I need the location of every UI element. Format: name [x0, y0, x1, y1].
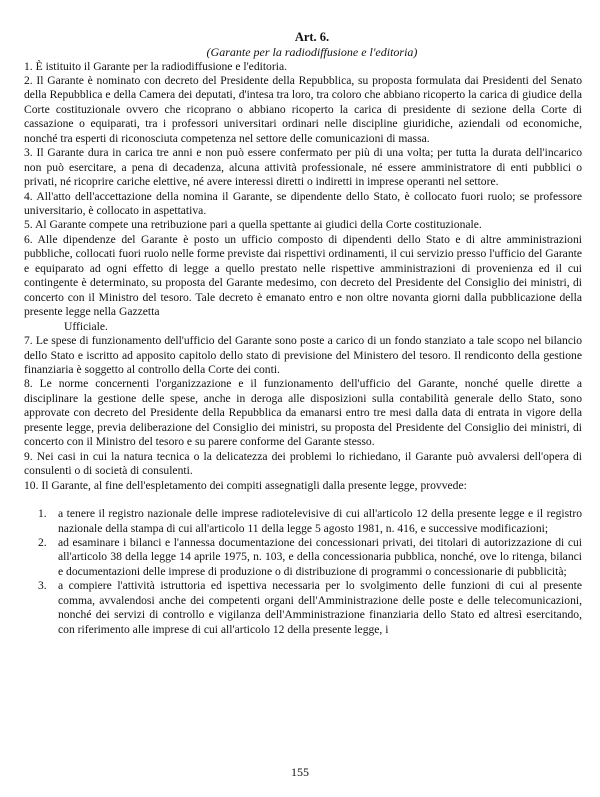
list-item-number: 3. — [38, 579, 47, 593]
list-item — [24, 536, 582, 579]
list-item-number: 2. — [38, 536, 47, 549]
paragraph-3: 3. Il Garante dura in carica tre anni e non può essere confermato per più di una volta; per tutta la durata dell'incarico non può esercitare, a pena di decadenza, alcuna attività professionale, né essere amministratore di enti pubblici o privati, né ricoprire cariche elettive, né avere interessi diretti o indiretti in imprese operanti nel settore. — [24, 146, 582, 189]
list-item-text: a tenere il registro nazionale delle imprese radiotelevisive di cui all'articolo 12 della presente legge e il registro nazionale della stampa di cui all'articolo 11 della legge 5 agosto 1981, n. 416, e successive modificazioni; — [58, 507, 582, 535]
paragraph-6: 6. Alle dipendenze del Garante è posto un ufficio composto di dipendenti dello Stato e di altre amministrazioni pubbliche, collocati fuori ruolo nelle forme previste dai rispettivi ordinamenti, il cui servizio presso l'ufficio del Garante e equiparato ad ogni effetto di legge a quello prestato nelle rispettive amministrazioni di provenienza ed il cui contingente è determinato, su proposta del Garante medesimo, con decreto del Presidente del Consiglio dei ministri, di concerto con il Ministro del tesoro. Tale decreto è emanato entro e non oltre novanta giorni dalla pubblicazione della presente legge nella Gazzetta — [24, 232, 582, 319]
document-page — [24, 30, 582, 637]
list-item-number: 1. — [38, 507, 47, 521]
paragraph-6-continuation: Ufficiale. — [64, 319, 108, 333]
paragraph-8: 8. Le norme concernenti l'organizzazione e il funzionamento dell'ufficio del Garante, nonché quelle dirette a disciplinare la gestione delle spese, anche in deroga alle disposizioni sulla contabilità generale dello Stato, sono approvate con decreto del Presidente della Repubblica da emanarsi entro tre mesi dalla data di entrata in vigore della presente legge, previa deliberazione del Consiglio dei ministri, su proposta del Presidente del Consiglio dei ministri, di concerto con il Ministro del tesoro e su parere conforme del Garante stesso. — [24, 377, 582, 449]
paragraph-1: 1. È istituito il Garante per la radiodiffusione e l'editoria. — [24, 59, 287, 73]
paragraph-4: 4. All'atto dell'accettazione della nomina il Garante, se dipendente dello Stato, è collocato fuori ruolo; se professore universitario, è collocato in aspettativa. — [24, 189, 582, 218]
list-item-text: ad esaminare i bilanci e l'annessa documentazione dei concessionari privati, dei titolari di autorizzazione di cui all'articolo 38 della legge 14 aprile 1975, n. 103, e della concessionaria pubblica, nonché, ove lo ritenga, bilanci e documentazioni delle imprese di produzione o di distribuzione di programmi o concessionarie di pubblicità; — [58, 536, 582, 578]
article-subtitle: (Garante per la radiodiffusione e l'editoria) — [206, 45, 418, 59]
paragraph-7: 7. Le spese di funzionamento dell'ufficio del Garante sono poste a carico di un fondo stanziato a tale scopo nel bilancio dello Stato e iscritto ad apposito capitolo dello stato di previsione del Ministero del tesoro. Il rendiconto della gestione finanziaria è soggetto al controllo della Corte dei conti. — [24, 334, 582, 377]
paragraph-9: 9. Nei casi in cui la natura tecnica o la delicatezza dei problemi lo richiedano, il Garante può avvalersi dell'opera di consulenti o di società di consulenti. — [24, 449, 582, 478]
article-title: Art. 6. — [294, 30, 330, 44]
list-item — [24, 507, 582, 536]
paragraph-5: 5. Al Garante compete una retribuzione pari a quella spettante ai giudici della Corte costituzionale. — [24, 218, 482, 232]
numbered-list — [24, 507, 582, 637]
list-item-text: a compiere l'attività istruttoria ed ispettiva necessaria per lo svolgimento delle funzioni di cui al presente comma, avvalendosi anche dei competenti organi dell'Amministrazione delle poste e delle telecomunicazioni, nonché dei servizi di controllo e vigilanza dell'Amministrazione finanziaria dello Stato ed altresì esercitando, con riferimento alle imprese di cui all'articolo 12 della presente legge, i — [58, 579, 582, 636]
paragraph-10: 10. Il Garante, al fine dell'espletamento dei compiti assegnatigli dalla presente legge, provvede: — [24, 478, 467, 492]
paragraph-2: 2. Il Garante è nominato con decreto del Presidente della Repubblica, su proposta formulata dai Presidenti del Senato della Repubblica e della Camera dei deputati, d'intesa tra loro, tra coloro che abbiano ricoperto la carica di giudice della Corte costituzionale ovvero che ricoprano o abbiano ricoperto la carica di presidente di sezione della Corte di cassazione o equiparati, tra i professori universitari ordinari nelle discipline giuridiche, aziendali od economiche, nonché tra esperti di riconosciuta competenza nel settore delle comunicazioni di massa. — [24, 73, 582, 145]
list-item — [24, 579, 582, 637]
page-number: 155 — [291, 765, 309, 779]
